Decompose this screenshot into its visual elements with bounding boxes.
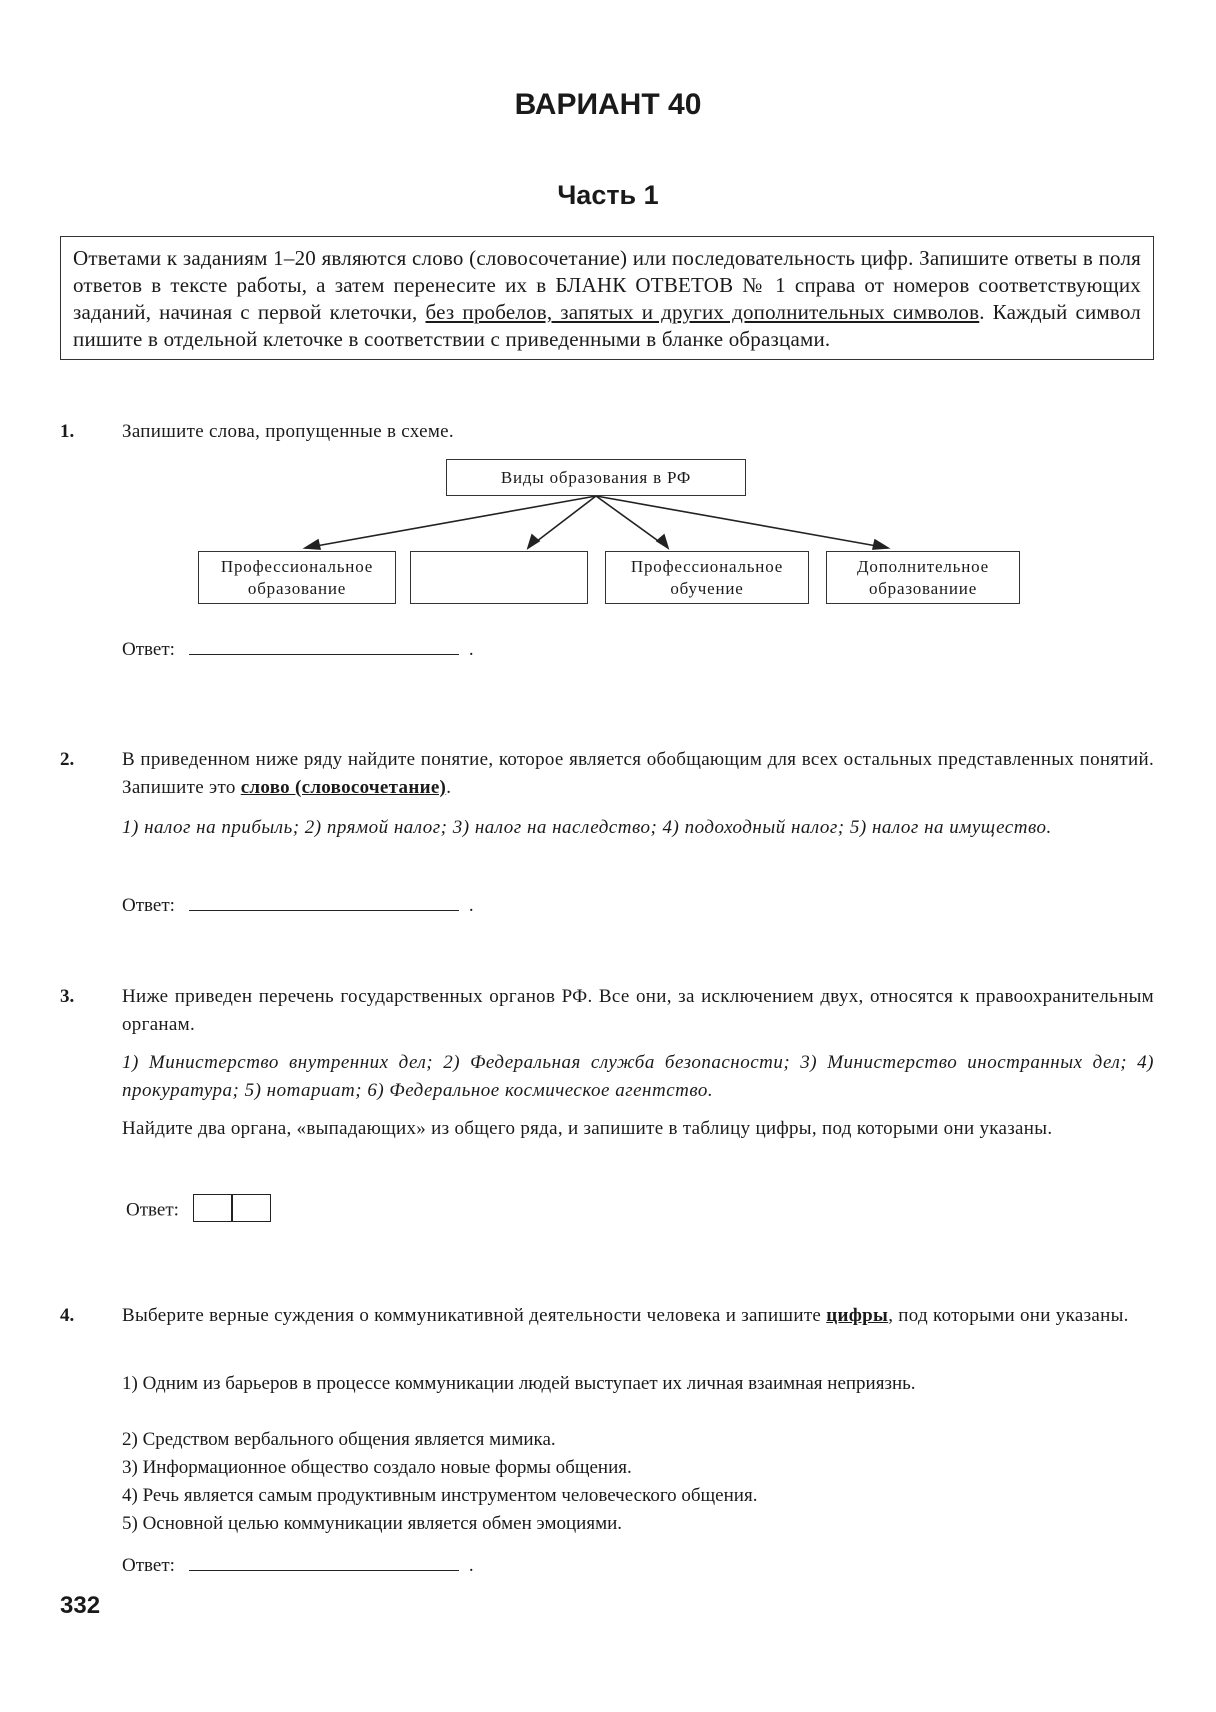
arrowhead (873, 540, 888, 549)
arrowhead (305, 540, 320, 549)
question-options: 1) налог на прибыль; 2) прямой налог; 3) налог на наследство; 4) подоходный налог; 5) налог на имущество. (122, 817, 1052, 838)
question-text-end: . (446, 777, 452, 798)
question-emphasis: цифры (826, 1305, 889, 1326)
diagram-root-box: Виды образования в РФ (446, 459, 746, 496)
list-item: 5) Основной целью коммуникации является обмен эмоциями. (122, 1513, 623, 1534)
page-number: 332 (60, 1592, 101, 1619)
answer-line[interactable] (189, 892, 459, 911)
question-task: Найдите два органа, «выпадающих» из общего ряда, и запишите в таблицу цифры, под которыми они указаны. (122, 1118, 1053, 1139)
diagram-box-additional-education: Дополнительное образованиие (826, 551, 1020, 604)
question-text-main: В приведенном ниже ряду найдите понятие, которое является обобщающим для всех остальных представленных понятий. Запишите это (122, 749, 1154, 798)
instructions-text: Ответами к заданиям 1–20 являются слово (словосочетание) или последовательность цифр. Запишите ответы в поля ответов в тексте работы, а затем перенесите их в БЛАНК ОТВЕТОВ № 1 справа от номеров соответствующих заданий, начиная с первой клеточки, (73, 246, 1141, 324)
question-text: Запишите слова, пропущенные в схеме. (122, 421, 454, 442)
question-text (122, 746, 1154, 802)
education-diagram (0, 0, 1216, 620)
question-4-list (60, 1370, 1160, 1540)
arrowhead (528, 535, 539, 548)
question-emphasis: слово (словосочетание) (240, 777, 447, 798)
answer-label: Ответ: (122, 639, 175, 660)
question-number: 1. (60, 421, 75, 442)
answer-cell[interactable] (231, 1194, 271, 1222)
answer-label: Ответ: (126, 1199, 179, 1221)
answer-2 (122, 892, 474, 917)
part-title: Часть 1 (557, 180, 659, 210)
diagram-box-professional-education: Профессиональное образование (198, 551, 396, 604)
question-3 (60, 983, 1160, 1223)
diagram-arrow (305, 496, 596, 548)
question-text-main: Выберите верные суждения о коммуникативной деятельности человека и запишите (122, 1305, 827, 1326)
list-item: 4) Речь является самым продуктивным инструментом человеческого общения. (122, 1485, 758, 1506)
answer-cells (193, 1194, 272, 1228)
diagram-box-missing (410, 551, 588, 604)
answer-dot: . (468, 895, 474, 916)
answer-4 (122, 1552, 474, 1577)
answer-dot: . (468, 1555, 474, 1576)
answer-3 (126, 1194, 271, 1228)
question-text-end: , под которыми они указаны. (888, 1305, 1129, 1326)
question-number: 4. (60, 1305, 75, 1326)
question-text (122, 1302, 1154, 1330)
diagram-box-professional-training: Профессиональное обучение (605, 551, 809, 604)
answer-cell[interactable] (193, 1194, 233, 1222)
answer-line[interactable] (189, 636, 459, 655)
list-item: 3) Информационное общество создало новые формы общения. (122, 1457, 632, 1478)
answer-line[interactable] (189, 1552, 459, 1571)
answer-label: Ответ: (122, 1555, 175, 1576)
question-text: Ниже приведен перечень государственных органов РФ. Все они, за исключением двух, относятся к правоохранительным органам. (122, 986, 1154, 1035)
question-options: 1) Министерство внутренних дел; 2) Федеральная служба безопасности; 3) Министерство иностранных дел; 4) прокуратура; 5) нотариат; 6) Федеральное космическое агентство. (122, 1052, 1154, 1101)
instructions-underlined: без пробелов, запятых и других дополнительных символов (425, 300, 980, 324)
question-number: 3. (60, 986, 75, 1007)
list-item: 2) Средством вербального общения является мимика. (122, 1429, 556, 1450)
diagram-arrow (596, 496, 888, 548)
answer-label: Ответ: (122, 895, 175, 916)
answer-1 (122, 636, 474, 661)
instructions-text-end: . Каждый символ пишите в отдельной клеточке в соответствии с приведенными в бланке образцами. (73, 300, 1141, 351)
arrowhead (657, 535, 668, 548)
question-number: 2. (60, 749, 75, 770)
answer-dot: . (468, 639, 474, 660)
variant-title: ВАРИАНТ 40 (514, 88, 702, 121)
list-item: 1) Одним из барьеров в процессе коммуникации людей выступает их личная взаимная неприязнь. (122, 1373, 916, 1394)
